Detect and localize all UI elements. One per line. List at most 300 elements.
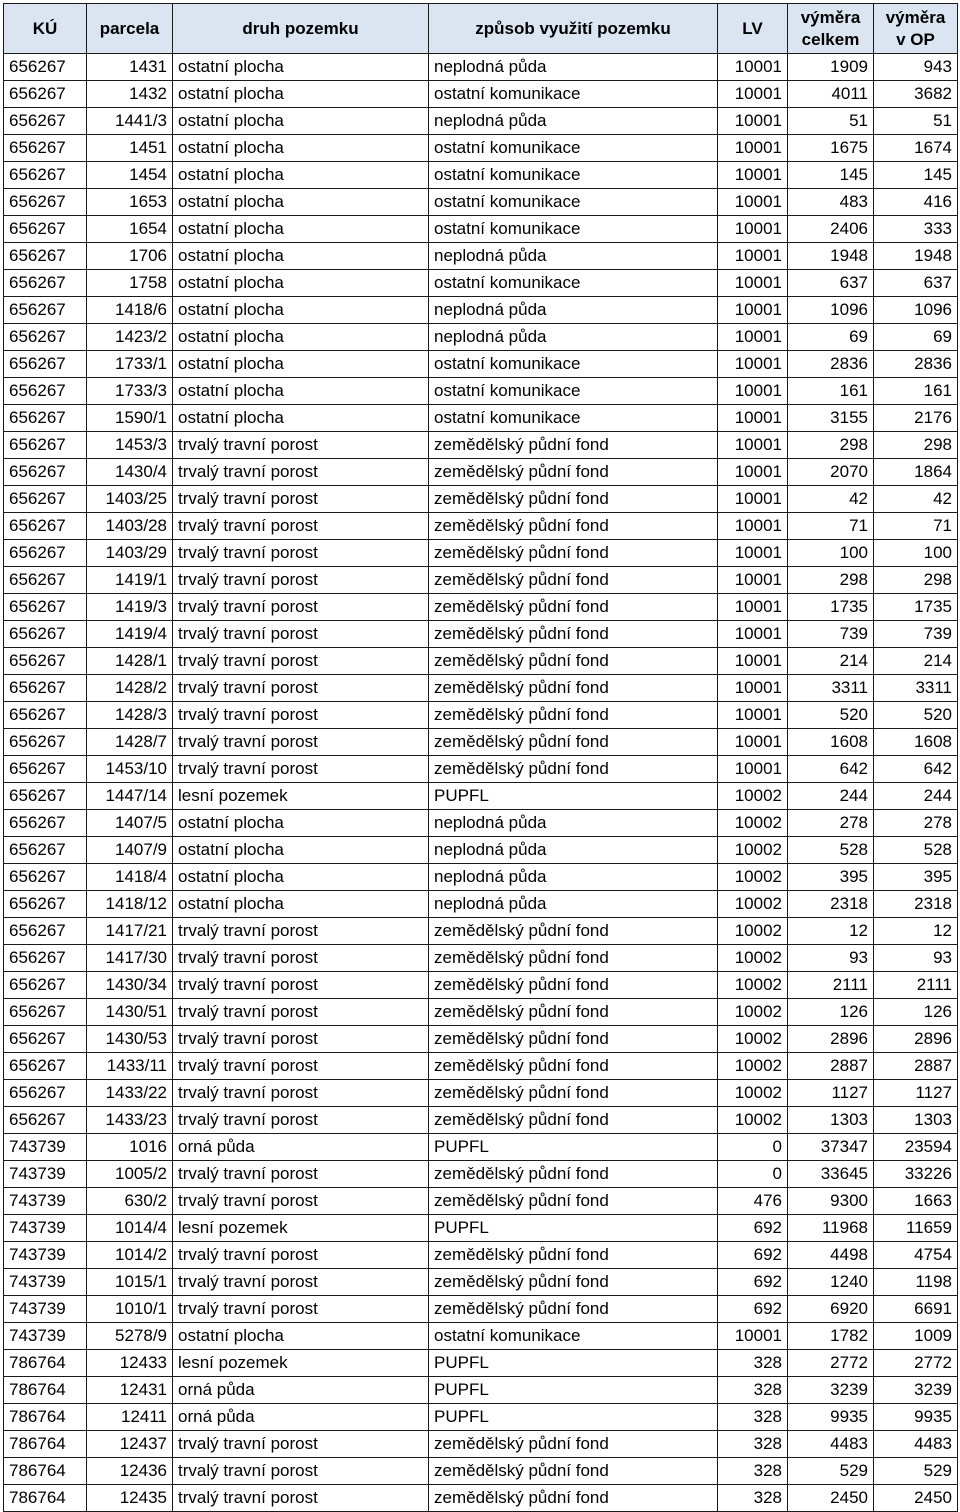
cell-vymera-op: 100 [874,540,958,567]
table-row [4,513,958,540]
cell-lv: 10001 [718,378,788,405]
cell-zpusob-vyuziti: PUPFL [429,1350,718,1377]
header-zpusob-vyuziti: způsob využití pozemku [429,4,718,54]
cell-zpusob-vyuziti: zemědělský půdní fond [429,945,718,972]
cell-lv: 10002 [718,1026,788,1053]
cell-vymera-celkem: 1096 [788,297,874,324]
cell-vymera-op: 2896 [874,1026,958,1053]
table-row [4,1080,958,1107]
cell-druh-pozemku: trvalý travní porost [173,459,429,486]
cell-vymera-celkem: 33645 [788,1161,874,1188]
table-row [4,189,958,216]
table-row [4,1053,958,1080]
cell-zpusob-vyuziti: zemědělský půdní fond [429,621,718,648]
cell-parcela: 1447/14 [87,783,173,810]
cell-lv: 10001 [718,297,788,324]
cell-druh-pozemku: ostatní plocha [173,108,429,135]
cell-vymera-op: 3239 [874,1377,958,1404]
cell-druh-pozemku: trvalý travní porost [173,1485,429,1512]
cell-druh-pozemku: trvalý travní porost [173,1053,429,1080]
cell-zpusob-vyuziti: PUPFL [429,1134,718,1161]
cell-parcela: 1417/21 [87,918,173,945]
table-row [4,1188,958,1215]
cell-lv: 10001 [718,1323,788,1350]
table-row [4,405,958,432]
cell-druh-pozemku: ostatní plocha [173,243,429,270]
cell-vymera-op: 1674 [874,135,958,162]
cell-lv: 10001 [718,243,788,270]
cell-parcela: 1016 [87,1134,173,1161]
cell-zpusob-vyuziti: zemědělský půdní fond [429,567,718,594]
cell-vymera-celkem: 2896 [788,1026,874,1053]
cell-druh-pozemku: trvalý travní porost [173,567,429,594]
cell-vymera-celkem: 1303 [788,1107,874,1134]
cell-ku: 656267 [4,378,87,405]
cell-druh-pozemku: trvalý travní porost [173,702,429,729]
table-header [4,4,958,54]
table-row [4,432,958,459]
cell-vymera-celkem: 298 [788,567,874,594]
table-row [4,1161,958,1188]
cell-druh-pozemku: ostatní plocha [173,864,429,891]
cell-lv: 10002 [718,837,788,864]
cell-vymera-op: 333 [874,216,958,243]
cell-lv: 10001 [718,621,788,648]
cell-ku: 743739 [4,1188,87,1215]
cell-lv: 10002 [718,864,788,891]
cell-ku: 743739 [4,1161,87,1188]
cell-parcela: 1430/51 [87,999,173,1026]
cell-lv: 10002 [718,1053,788,1080]
cell-lv: 10002 [718,918,788,945]
cell-parcela: 12431 [87,1377,173,1404]
cell-ku: 743739 [4,1134,87,1161]
cell-parcela: 1430/34 [87,972,173,999]
cell-druh-pozemku: lesní pozemek [173,1350,429,1377]
cell-ku: 656267 [4,1107,87,1134]
table-row [4,972,958,999]
cell-vymera-op: 244 [874,783,958,810]
cell-druh-pozemku: trvalý travní porost [173,1161,429,1188]
cell-vymera-op: 2176 [874,405,958,432]
cell-parcela: 1433/11 [87,1053,173,1080]
cell-parcela: 1733/1 [87,351,173,378]
cell-zpusob-vyuziti: zemědělský půdní fond [429,1053,718,1080]
table-row [4,999,958,1026]
cell-zpusob-vyuziti: zemědělský půdní fond [429,1080,718,1107]
cell-vymera-celkem: 2070 [788,459,874,486]
cell-zpusob-vyuziti: zemědělský půdní fond [429,1269,718,1296]
cell-lv: 692 [718,1296,788,1323]
cell-zpusob-vyuziti: zemědělský půdní fond [429,1161,718,1188]
cell-parcela: 1418/4 [87,864,173,891]
cell-vymera-op: 416 [874,189,958,216]
cell-parcela: 1010/1 [87,1296,173,1323]
cell-parcela: 5278/9 [87,1323,173,1350]
cell-lv: 328 [718,1377,788,1404]
cell-druh-pozemku: trvalý travní porost [173,945,429,972]
cell-ku: 656267 [4,702,87,729]
cell-ku: 656267 [4,162,87,189]
cell-vymera-op: 33226 [874,1161,958,1188]
table-row [4,648,958,675]
cell-ku: 743739 [4,1296,87,1323]
cell-druh-pozemku: orná půda [173,1377,429,1404]
cell-zpusob-vyuziti: neplodná půda [429,864,718,891]
table-row [4,864,958,891]
cell-zpusob-vyuziti: neplodná půda [429,810,718,837]
cell-lv: 10001 [718,648,788,675]
cell-druh-pozemku: trvalý travní porost [173,1269,429,1296]
cell-lv: 10002 [718,945,788,972]
cell-parcela: 1417/30 [87,945,173,972]
table-row [4,945,958,972]
cell-vymera-celkem: 9935 [788,1404,874,1431]
cell-vymera-celkem: 3239 [788,1377,874,1404]
cell-lv: 10001 [718,513,788,540]
cell-vymera-celkem: 298 [788,432,874,459]
cell-lv: 10001 [718,702,788,729]
cell-vymera-op: 1735 [874,594,958,621]
cell-vymera-celkem: 1782 [788,1323,874,1350]
cell-vymera-op: 2450 [874,1485,958,1512]
cell-zpusob-vyuziti: PUPFL [429,1215,718,1242]
cell-ku: 656267 [4,729,87,756]
header-vymera-celkem [788,4,874,54]
header-vymera-celkem-line2: celkem [801,29,860,49]
cell-druh-pozemku: ostatní plocha [173,270,429,297]
table-row [4,891,958,918]
cell-zpusob-vyuziti: zemědělský půdní fond [429,1242,718,1269]
cell-zpusob-vyuziti: neplodná půda [429,243,718,270]
cell-druh-pozemku: ostatní plocha [173,297,429,324]
cell-druh-pozemku: trvalý travní porost [173,675,429,702]
cell-vymera-celkem: 1240 [788,1269,874,1296]
cell-vymera-celkem: 739 [788,621,874,648]
cell-druh-pozemku: trvalý travní porost [173,1107,429,1134]
cell-vymera-celkem: 2450 [788,1485,874,1512]
cell-ku: 786764 [4,1404,87,1431]
cell-vymera-celkem: 520 [788,702,874,729]
cell-vymera-op: 1303 [874,1107,958,1134]
cell-ku: 656267 [4,432,87,459]
cell-vymera-op: 637 [874,270,958,297]
cell-druh-pozemku: trvalý travní porost [173,918,429,945]
cell-vymera-celkem: 529 [788,1458,874,1485]
cell-ku: 656267 [4,675,87,702]
cell-lv: 10001 [718,540,788,567]
cell-lv: 476 [718,1188,788,1215]
cell-parcela: 1733/3 [87,378,173,405]
cell-druh-pozemku: trvalý travní porost [173,972,429,999]
cell-druh-pozemku: trvalý travní porost [173,648,429,675]
header-vymera-op [874,4,958,54]
cell-zpusob-vyuziti: ostatní komunikace [429,378,718,405]
cell-vymera-op: 4754 [874,1242,958,1269]
cell-vymera-op: 1864 [874,459,958,486]
table-row [4,162,958,189]
table-row [4,837,958,864]
table-row [4,486,958,513]
cell-vymera-celkem: 9300 [788,1188,874,1215]
cell-druh-pozemku: ostatní plocha [173,81,429,108]
cell-lv: 10001 [718,756,788,783]
table-row [4,81,958,108]
parcel-table [3,3,958,1512]
table-row [4,675,958,702]
table-row [4,1350,958,1377]
cell-vymera-celkem: 642 [788,756,874,783]
cell-zpusob-vyuziti: ostatní komunikace [429,216,718,243]
cell-lv: 10001 [718,729,788,756]
cell-vymera-op: 2836 [874,351,958,378]
cell-vymera-celkem: 2111 [788,972,874,999]
cell-zpusob-vyuziti: neplodná půda [429,891,718,918]
cell-lv: 10001 [718,567,788,594]
cell-lv: 328 [718,1404,788,1431]
cell-druh-pozemku: orná půda [173,1404,429,1431]
cell-ku: 786764 [4,1431,87,1458]
cell-vymera-op: 126 [874,999,958,1026]
cell-vymera-op: 298 [874,432,958,459]
cell-zpusob-vyuziti: zemědělský půdní fond [429,918,718,945]
cell-parcela: 12437 [87,1431,173,1458]
cell-vymera-celkem: 2772 [788,1350,874,1377]
cell-ku: 656267 [4,1026,87,1053]
cell-vymera-celkem: 11968 [788,1215,874,1242]
cell-zpusob-vyuziti: zemědělský půdní fond [429,486,718,513]
cell-lv: 10002 [718,891,788,918]
cell-zpusob-vyuziti: zemědělský půdní fond [429,1431,718,1458]
cell-zpusob-vyuziti: neplodná půda [429,297,718,324]
cell-lv: 328 [718,1458,788,1485]
cell-vymera-celkem: 145 [788,162,874,189]
header-parcela: parcela [87,4,173,54]
cell-ku: 786764 [4,1458,87,1485]
cell-vymera-op: 6691 [874,1296,958,1323]
cell-ku: 656267 [4,486,87,513]
cell-vymera-op: 3311 [874,675,958,702]
cell-ku: 656267 [4,864,87,891]
cell-lv: 0 [718,1134,788,1161]
cell-zpusob-vyuziti: neplodná půda [429,54,718,81]
cell-lv: 10001 [718,432,788,459]
table-row [4,1431,958,1458]
cell-lv: 10002 [718,999,788,1026]
table-row [4,783,958,810]
cell-lv: 328 [718,1485,788,1512]
cell-ku: 656267 [4,243,87,270]
table-row [4,621,958,648]
cell-ku: 656267 [4,297,87,324]
table-row [4,1269,958,1296]
cell-ku: 656267 [4,648,87,675]
cell-parcela: 1453/10 [87,756,173,783]
cell-vymera-op: 4483 [874,1431,958,1458]
cell-parcela: 1758 [87,270,173,297]
cell-parcela: 1428/3 [87,702,173,729]
table-row [4,1107,958,1134]
cell-parcela: 1428/7 [87,729,173,756]
cell-vymera-celkem: 2836 [788,351,874,378]
cell-lv: 10002 [718,783,788,810]
table-body [4,54,958,1512]
cell-parcela: 1403/25 [87,486,173,513]
cell-parcela: 1403/29 [87,540,173,567]
cell-vymera-celkem: 3311 [788,675,874,702]
cell-ku: 743739 [4,1215,87,1242]
cell-zpusob-vyuziti: zemědělský půdní fond [429,999,718,1026]
cell-zpusob-vyuziti: ostatní komunikace [429,189,718,216]
cell-lv: 10002 [718,972,788,999]
cell-parcela: 1430/53 [87,1026,173,1053]
cell-parcela: 12436 [87,1458,173,1485]
cell-ku: 656267 [4,54,87,81]
cell-druh-pozemku: ostatní plocha [173,351,429,378]
cell-parcela: 1419/1 [87,567,173,594]
table-row [4,918,958,945]
cell-vymera-celkem: 1608 [788,729,874,756]
cell-ku: 656267 [4,81,87,108]
cell-ku: 743739 [4,1323,87,1350]
cell-vymera-celkem: 126 [788,999,874,1026]
header-vymera-celkem-line1: výměra [800,7,861,27]
cell-lv: 10001 [718,162,788,189]
cell-vymera-op: 93 [874,945,958,972]
cell-vymera-celkem: 1735 [788,594,874,621]
cell-vymera-op: 51 [874,108,958,135]
cell-zpusob-vyuziti: zemědělský půdní fond [429,1458,718,1485]
cell-zpusob-vyuziti: ostatní komunikace [429,1323,718,1350]
cell-zpusob-vyuziti: zemědělský půdní fond [429,1485,718,1512]
cell-vymera-celkem: 214 [788,648,874,675]
table-row [4,270,958,297]
cell-vymera-celkem: 69 [788,324,874,351]
cell-zpusob-vyuziti: ostatní komunikace [429,81,718,108]
cell-ku: 656267 [4,837,87,864]
cell-zpusob-vyuziti: ostatní komunikace [429,270,718,297]
cell-lv: 10001 [718,405,788,432]
cell-zpusob-vyuziti: zemědělský půdní fond [429,972,718,999]
cell-lv: 10001 [718,135,788,162]
cell-vymera-op: 2318 [874,891,958,918]
header-lv: LV [718,4,788,54]
cell-vymera-op: 2887 [874,1053,958,1080]
cell-vymera-celkem: 161 [788,378,874,405]
cell-vymera-op: 3682 [874,81,958,108]
cell-druh-pozemku: trvalý travní porost [173,1188,429,1215]
cell-druh-pozemku: orná půda [173,1134,429,1161]
cell-vymera-celkem: 12 [788,918,874,945]
cell-lv: 10001 [718,108,788,135]
table-row [4,1215,958,1242]
cell-parcela: 1015/1 [87,1269,173,1296]
cell-ku: 656267 [4,1080,87,1107]
cell-lv: 692 [718,1242,788,1269]
cell-ku: 656267 [4,351,87,378]
cell-druh-pozemku: ostatní plocha [173,405,429,432]
cell-ku: 786764 [4,1485,87,1512]
cell-zpusob-vyuziti: zemědělský půdní fond [429,540,718,567]
cell-parcela: 1423/2 [87,324,173,351]
cell-vymera-op: 520 [874,702,958,729]
cell-ku: 656267 [4,108,87,135]
table-row [4,378,958,405]
cell-zpusob-vyuziti: zemědělský půdní fond [429,1107,718,1134]
cell-ku: 656267 [4,999,87,1026]
cell-parcela: 1451 [87,135,173,162]
cell-vymera-celkem: 42 [788,486,874,513]
cell-vymera-celkem: 100 [788,540,874,567]
table-row [4,729,958,756]
cell-druh-pozemku: trvalý travní porost [173,432,429,459]
cell-druh-pozemku: trvalý travní porost [173,1458,429,1485]
cell-druh-pozemku: trvalý travní porost [173,594,429,621]
cell-vymera-op: 1127 [874,1080,958,1107]
cell-lv: 10001 [718,324,788,351]
table-row [4,1242,958,1269]
cell-ku: 656267 [4,459,87,486]
cell-parcela: 1014/2 [87,1242,173,1269]
cell-parcela: 1418/6 [87,297,173,324]
cell-druh-pozemku: ostatní plocha [173,837,429,864]
cell-parcela: 1428/2 [87,675,173,702]
cell-vymera-celkem: 4011 [788,81,874,108]
cell-vymera-celkem: 1948 [788,243,874,270]
cell-ku: 656267 [4,810,87,837]
cell-parcela: 12435 [87,1485,173,1512]
table-row [4,459,958,486]
cell-ku: 656267 [4,324,87,351]
cell-lv: 10002 [718,810,788,837]
cell-parcela: 630/2 [87,1188,173,1215]
cell-druh-pozemku: trvalý travní porost [173,729,429,756]
cell-ku: 656267 [4,216,87,243]
cell-vymera-op: 1948 [874,243,958,270]
header-vymera-op-line2: v OP [896,29,935,49]
cell-vymera-celkem: 4498 [788,1242,874,1269]
cell-parcela: 1014/4 [87,1215,173,1242]
cell-parcela: 1407/5 [87,810,173,837]
cell-ku: 656267 [4,594,87,621]
cell-vymera-op: 214 [874,648,958,675]
cell-zpusob-vyuziti: zemědělský půdní fond [429,702,718,729]
cell-lv: 10001 [718,216,788,243]
cell-druh-pozemku: trvalý travní porost [173,1431,429,1458]
cell-vymera-op: 278 [874,810,958,837]
table-row [4,810,958,837]
table-row [4,54,958,81]
cell-vymera-celkem: 244 [788,783,874,810]
cell-parcela: 1403/28 [87,513,173,540]
cell-druh-pozemku: trvalý travní porost [173,999,429,1026]
cell-vymera-op: 69 [874,324,958,351]
cell-zpusob-vyuziti: zemědělský půdní fond [429,648,718,675]
cell-ku: 656267 [4,918,87,945]
cell-parcela: 1407/9 [87,837,173,864]
cell-druh-pozemku: trvalý travní porost [173,621,429,648]
cell-vymera-op: 42 [874,486,958,513]
cell-druh-pozemku: trvalý travní porost [173,486,429,513]
cell-druh-pozemku: ostatní plocha [173,135,429,162]
cell-ku: 656267 [4,945,87,972]
cell-zpusob-vyuziti: zemědělský půdní fond [429,594,718,621]
cell-ku: 656267 [4,567,87,594]
cell-lv: 328 [718,1431,788,1458]
cell-vymera-op: 9935 [874,1404,958,1431]
cell-druh-pozemku: ostatní plocha [173,891,429,918]
cell-lv: 10001 [718,459,788,486]
